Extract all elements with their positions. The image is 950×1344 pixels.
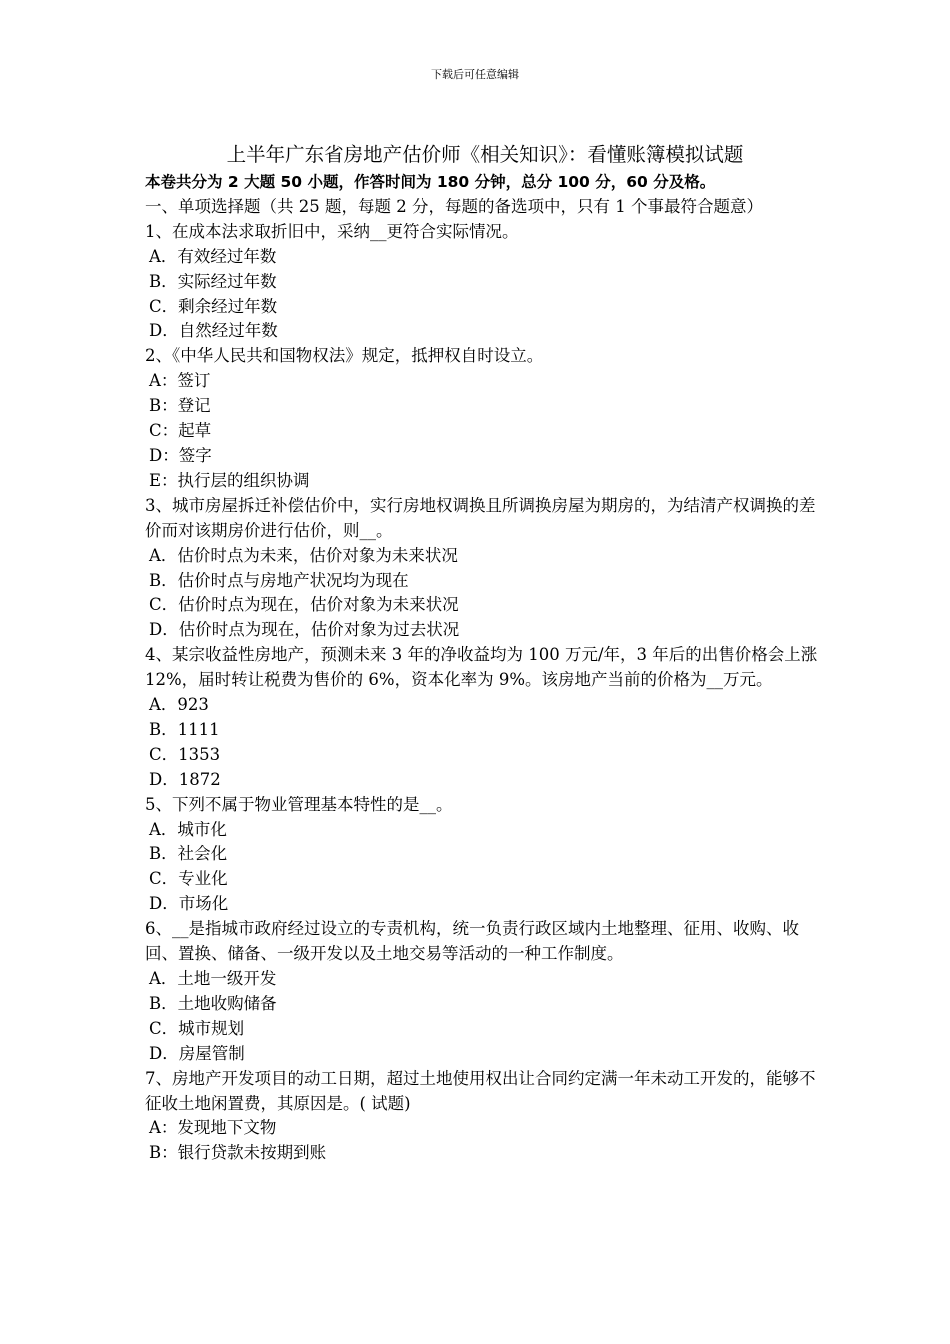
answer-option: A：签订: [149, 371, 211, 391]
question-text: 1、在成本法求取折旧中，采纳__更符合实际情况。: [145, 221, 519, 241]
question-text: 2、《中华人民共和国物权法》规定，抵押权自时设立。: [145, 346, 544, 366]
question-text: 5、下列不属于物业管理基本特性的是__。: [145, 794, 453, 814]
answer-option: B．1111: [149, 719, 220, 739]
question-item: [145, 793, 825, 918]
question-item: [145, 494, 825, 643]
answer-option: C．1353: [149, 744, 221, 764]
answer-option: A．城市化: [149, 819, 227, 839]
question-item: [145, 1067, 825, 1167]
answer-option: A．土地一级开发: [149, 969, 277, 988]
answer-option: D．自然经过年数: [149, 321, 278, 341]
question-text: 4、某宗收益性房地产，预测未来 3 年的净收益均为 100 万元/年，3 年后的出售价格会上涨 12%，届时转让税费为售价的 6%，资本化率为 9%。该房地产当前的价格为__万元。: [145, 645, 818, 690]
document-title: 上半年广东省房地产估价师《相关知识》：看懂账簿模拟试题: [226, 143, 744, 166]
question-item: [145, 220, 825, 345]
question-item: [145, 917, 825, 1066]
answer-option: A：发现地下文物: [149, 1118, 277, 1138]
question-list: [145, 220, 825, 1166]
answer-option: B．估价时点与房地产状况均为现在: [149, 570, 409, 590]
answer-option: B：银行贷款未按期到账: [149, 1143, 327, 1163]
question-text: 6、__是指城市政府经过设立的专责机构，统一负责行政区域内土地整理、征用、收购、收回、置换、储备、一级开发以及土地交易等活动的一种工作制度。: [145, 919, 799, 964]
answer-option: B．社会化: [149, 844, 228, 864]
section-heading: 一、单项选择题（共 25 题，每题 2 分，每题的备选项中，只有 1 个事最符合题意）: [145, 196, 763, 216]
answer-option: E：执行层的组织协调: [149, 470, 310, 490]
answer-option: D．估价时点为现在，估价对象为过去状况: [149, 620, 460, 640]
answer-option: B．土地收购储备: [149, 993, 277, 1013]
answer-option: A．923: [149, 695, 209, 715]
answer-option: D．1872: [149, 769, 221, 789]
question-text: 7、房地产开发项目的动工日期，超过土地使用权出让合同约定满一年未动工开发的，能够不征收土地闲置费，其原因是。( 试题): [145, 1068, 816, 1113]
answer-option: A．估价时点为未来，估价对象为未来状况: [149, 545, 458, 565]
exam-info: 本卷共分为 2 大题 50 小题，作答时间为 180 分钟，总分 100 分，60 分及格。: [145, 173, 716, 191]
answer-option: A．有效经过年数: [149, 246, 277, 266]
question-text: 3、城市房屋拆迁补偿估价中，实行房地权调换且所调换房屋为期房的，为结清产权调换的差价而对该期房价进行估价，则__。: [145, 495, 816, 540]
document-body: [145, 140, 825, 1166]
answer-option: C．剩余经过年数: [149, 296, 278, 316]
answer-option: C．专业化: [149, 869, 228, 889]
answer-option: D：签字: [149, 445, 212, 465]
question-item: [145, 643, 825, 792]
answer-option: B．实际经过年数: [149, 271, 277, 291]
answer-option: C．城市规划: [149, 1018, 245, 1038]
answer-option: C．估价时点为现在，估价对象为未来状况: [149, 595, 459, 615]
header-note: 下载后可任意编辑: [431, 68, 519, 81]
question-item: [145, 344, 825, 493]
answer-option: B：登记: [149, 396, 211, 416]
answer-option: C：起草: [149, 421, 212, 441]
answer-option: D．房屋管制: [149, 1043, 245, 1063]
answer-option: D．市场化: [149, 894, 229, 914]
